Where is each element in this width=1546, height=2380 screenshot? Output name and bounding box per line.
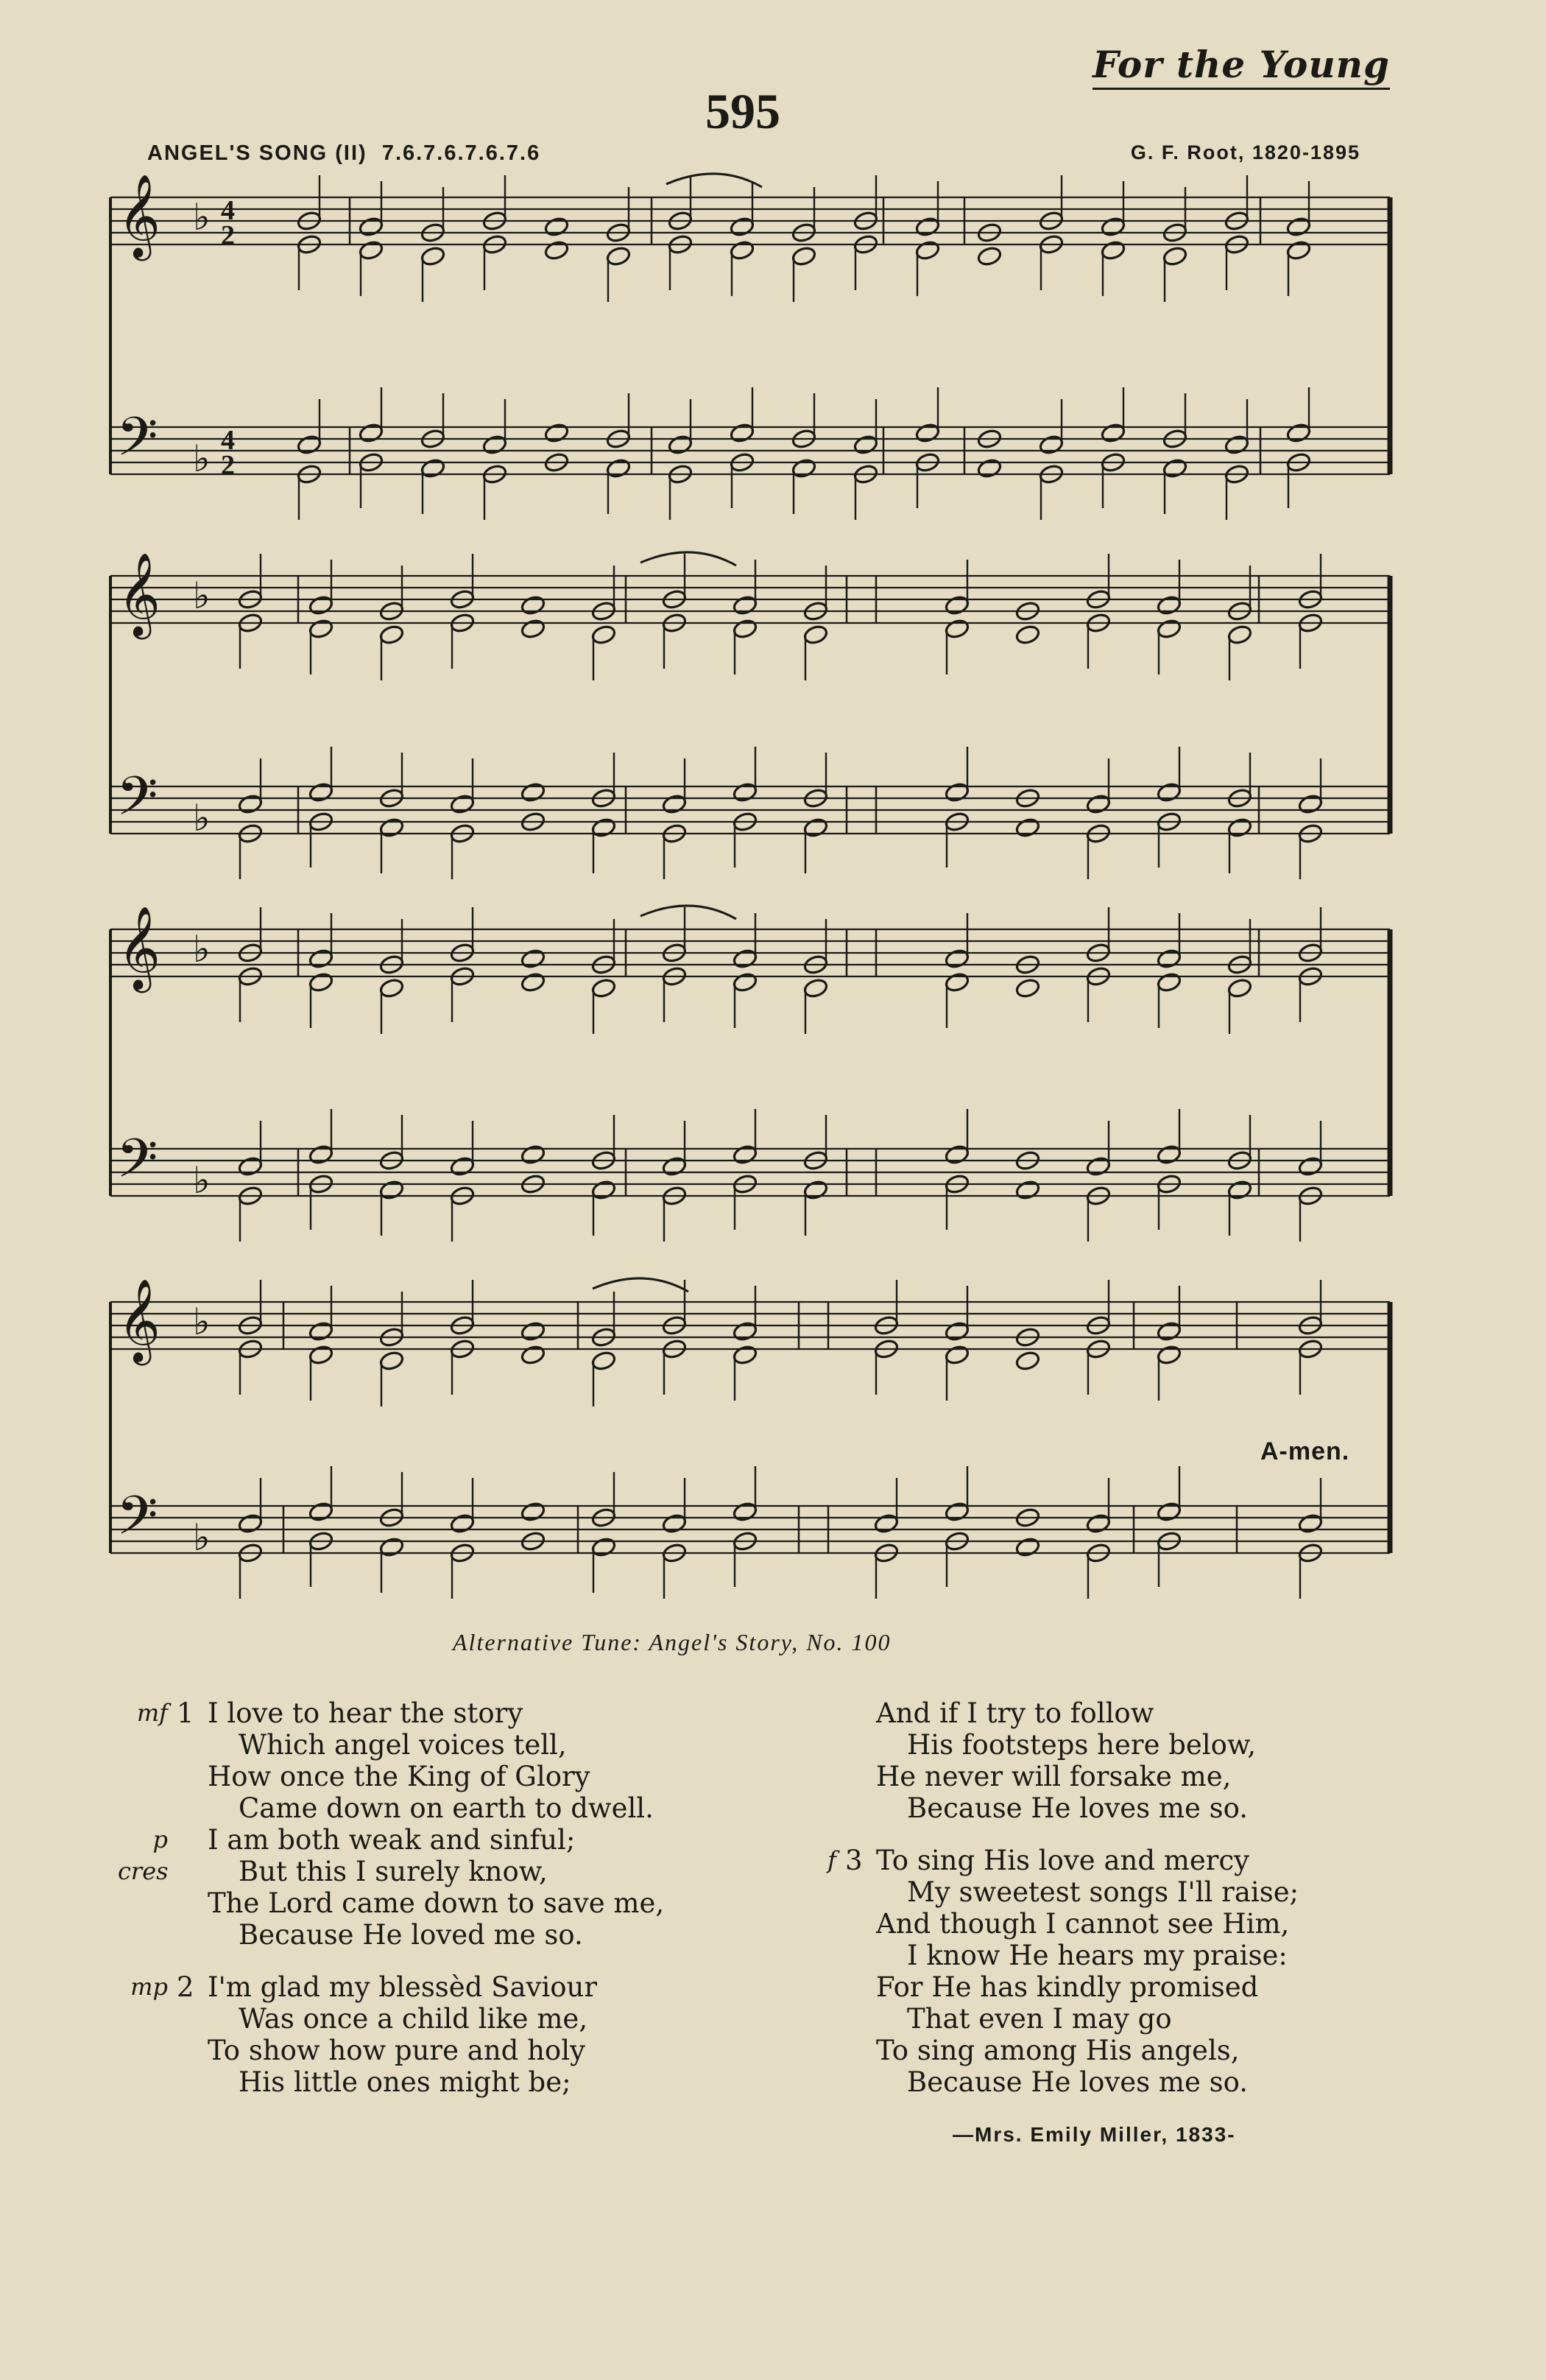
notehead (420, 457, 445, 479)
notehead (1226, 817, 1252, 838)
flat-icon: ♭ (193, 196, 211, 239)
notehead (729, 239, 755, 261)
lyric-text: I am both weak and sinful; (208, 1824, 576, 1856)
notehead (378, 624, 404, 645)
notehead (308, 594, 333, 616)
notehead (802, 977, 828, 999)
notehead (308, 948, 333, 969)
notehead (520, 781, 546, 803)
bass-clef-icon: 𝄢 (116, 405, 158, 481)
notehead (729, 422, 755, 443)
notehead (520, 971, 546, 993)
treble-clef-icon: 𝄞 (118, 552, 160, 636)
notehead (1085, 1155, 1111, 1177)
notehead (1156, 1344, 1182, 1365)
notehead (1297, 793, 1323, 814)
notehead (237, 793, 263, 814)
slur (640, 906, 736, 919)
notehead (308, 971, 333, 993)
flat-icon: ♭ (193, 928, 211, 971)
flat-icon: ♭ (193, 437, 211, 480)
lyric-line (118, 2035, 664, 2066)
notehead (378, 1350, 404, 1371)
notehead (520, 618, 546, 639)
lyric-text: To sing among His angels, (876, 2035, 1240, 2066)
notehead (1014, 624, 1040, 645)
notehead (1285, 216, 1311, 237)
flat-icon: ♭ (193, 1516, 211, 1559)
notehead (605, 245, 631, 267)
notehead (1162, 245, 1187, 267)
notehead (802, 624, 828, 645)
lyric-line (118, 2066, 664, 2098)
notehead (296, 434, 322, 455)
notehead (237, 1513, 263, 1534)
dynamic-marking: p (152, 1826, 168, 1853)
lyric-line (118, 1971, 664, 2003)
notehead (1156, 1144, 1182, 1165)
time-signature-bottom: 2 (221, 220, 235, 251)
lyrics-left-column (118, 1697, 664, 2119)
notehead (667, 434, 693, 455)
notehead (1156, 1501, 1182, 1522)
notehead (944, 948, 970, 969)
lyric-line (786, 1792, 1299, 1824)
notehead (732, 948, 758, 969)
notehead (1297, 1155, 1323, 1177)
lyric-text: How once the King of Glory (208, 1761, 590, 1792)
notehead (308, 1501, 333, 1522)
lyric-line (118, 2003, 664, 2035)
notehead (590, 977, 616, 999)
notehead (590, 817, 616, 838)
notehead (605, 457, 631, 479)
lyric-line (118, 1761, 664, 1792)
lyric-line (786, 1940, 1299, 1971)
alternative-tune: Alternative Tune: Angel's Story, No. 100 (453, 1629, 892, 1655)
notehead (732, 618, 758, 639)
lyric-text: To sing His love and mercy (876, 1845, 1250, 1876)
notehead (791, 457, 816, 479)
lyric-line (118, 1824, 664, 1856)
notehead (520, 948, 546, 969)
notehead (1100, 239, 1126, 261)
notehead (976, 245, 1002, 267)
dynamic-marking: mf (136, 1699, 168, 1727)
treble-clef-icon: 𝄞 (118, 906, 160, 990)
lyric-line (786, 1697, 1299, 1729)
notehead (237, 1155, 263, 1177)
author-credit: —Mrs. Emily Miller, 1833- (953, 2123, 1236, 2146)
notehead (1226, 977, 1252, 999)
bass-clef-icon: 𝄢 (116, 764, 158, 840)
stanza (786, 1697, 1299, 1824)
notehead (1100, 422, 1126, 443)
notehead (1226, 1179, 1252, 1200)
notehead (1285, 422, 1311, 443)
notehead (308, 781, 333, 803)
lyric-text: Was once a child like me, (239, 2003, 588, 2035)
stanza (118, 1697, 664, 1951)
lyric-text: The Lord came down to save me, (208, 1887, 665, 1919)
flat-icon: ♭ (193, 1300, 211, 1343)
bass-clef-icon: 𝄢 (116, 1484, 158, 1560)
notehead (944, 618, 970, 639)
amen-label: A-men. (1260, 1437, 1350, 1465)
notehead (520, 1344, 546, 1365)
notehead (378, 977, 404, 999)
lyric-line (118, 1919, 664, 1951)
notehead (944, 1501, 970, 1522)
stanza (118, 1971, 664, 2098)
notehead (873, 1513, 899, 1534)
dynamic-marking: f (827, 1846, 836, 1874)
notehead (661, 1155, 687, 1177)
notehead (1156, 948, 1182, 969)
lyric-line (786, 1845, 1299, 1876)
notehead (378, 1179, 404, 1200)
lyric-text: But this I surely know, (239, 1856, 548, 1887)
time-signature-top: 4 (221, 425, 235, 456)
slur (593, 1278, 688, 1292)
notehead (1156, 781, 1182, 803)
notehead (1014, 1179, 1040, 1200)
lyric-line (786, 2035, 1299, 2066)
slur (640, 552, 736, 566)
notehead (944, 1344, 970, 1365)
notehead (914, 239, 940, 261)
notehead (944, 781, 970, 803)
notehead (378, 1536, 404, 1557)
notehead (358, 216, 384, 237)
lyric-line (786, 1876, 1299, 1908)
notehead (732, 1320, 758, 1342)
lyric-line (118, 1856, 664, 1887)
flat-icon: ♭ (193, 797, 211, 839)
notehead (802, 817, 828, 838)
notehead (732, 1144, 758, 1165)
lyric-text: That even I may go (907, 2003, 1172, 2035)
notehead (1156, 618, 1182, 639)
notehead (1014, 817, 1040, 838)
notehead (732, 594, 758, 616)
notehead (449, 793, 475, 814)
notehead (308, 1344, 333, 1365)
lyric-text: And though I cannot see Him, (876, 1908, 1290, 1940)
lyric-line (786, 2003, 1299, 2035)
lyric-text: Came down on earth to dwell. (239, 1792, 654, 1824)
lyric-line (118, 1729, 664, 1761)
flat-icon: ♭ (193, 574, 211, 617)
notehead (1226, 624, 1252, 645)
notehead (520, 1144, 546, 1165)
lyric-text: Because He loves me so. (907, 1792, 1249, 1824)
notehead (1162, 457, 1187, 479)
lyric-text: For He has kindly promised (876, 1971, 1259, 2003)
notehead (543, 216, 569, 237)
notehead (520, 1320, 546, 1342)
lyric-text: I'm glad my blessèd Saviour (208, 1971, 598, 2003)
notehead (1085, 793, 1111, 814)
notehead (853, 434, 878, 455)
notehead (1038, 434, 1064, 455)
treble-clef-icon: 𝄞 (118, 1278, 160, 1362)
lyric-text: Because He loved me so. (239, 1919, 583, 1951)
notehead (590, 624, 616, 645)
treble-clef-icon: 𝄞 (118, 174, 160, 258)
notehead (543, 239, 569, 261)
notehead (802, 1179, 828, 1200)
dynamic-marking: cres (118, 1857, 169, 1885)
lyric-line (786, 2066, 1299, 2098)
notehead (590, 1350, 616, 1371)
lyric-line (786, 1908, 1299, 1940)
notehead (308, 1144, 333, 1165)
notehead (378, 817, 404, 838)
flat-icon: ♭ (193, 1159, 211, 1202)
notehead (1014, 977, 1040, 999)
notehead (791, 245, 816, 267)
notehead (1085, 1513, 1111, 1534)
lyric-text: Which angel voices tell, (239, 1729, 567, 1761)
lyric-text: He never will forsake me, (876, 1761, 1232, 1792)
notehead (358, 422, 384, 443)
hymn-number: 595 (705, 83, 780, 139)
section-title: For the Young (1093, 43, 1390, 90)
notehead (976, 457, 1002, 479)
composer: G. F. Root, 1820-1895 (1130, 141, 1360, 163)
lyric-text: His little ones might be; (239, 2066, 571, 2098)
notehead (944, 594, 970, 616)
lyric-line (786, 1729, 1299, 1761)
notehead (732, 971, 758, 993)
notehead (590, 1536, 616, 1557)
lyric-line (118, 1792, 664, 1824)
notehead (1297, 1513, 1323, 1534)
stanza-number: 2 (177, 1971, 194, 2003)
tune-name: ANGEL'S SONG (II) (147, 141, 367, 165)
notehead (729, 216, 755, 237)
lyric-text: I love to hear the story (208, 1697, 523, 1729)
bass-clef-icon: 𝄢 (116, 1127, 158, 1203)
notehead (732, 781, 758, 803)
notehead (1100, 216, 1126, 237)
dynamic-marking: mp (130, 1973, 168, 2001)
notehead (1156, 971, 1182, 993)
notehead (661, 793, 687, 814)
stanza-number: 1 (177, 1697, 194, 1729)
notehead (1156, 1320, 1182, 1342)
lyric-line (786, 1761, 1299, 1792)
notehead (420, 245, 445, 267)
notehead (944, 971, 970, 993)
lyric-text: And if I try to follow (876, 1697, 1154, 1729)
notehead (520, 594, 546, 616)
stanza-number: 3 (845, 1845, 863, 1876)
notehead (308, 1320, 333, 1342)
stanza (786, 1845, 1299, 2098)
lyric-text: Because He loves me so. (907, 2066, 1249, 2098)
lyric-line (118, 1697, 664, 1729)
notehead (1285, 239, 1311, 261)
meter: 7.6.7.6.7.6.7.6 (381, 141, 541, 165)
time-signature-top: 4 (221, 195, 235, 226)
notehead (520, 1501, 546, 1522)
lyrics-right-column (786, 1697, 1299, 2150)
notehead (944, 1144, 970, 1165)
notehead (1156, 594, 1182, 616)
notehead (661, 1513, 687, 1534)
notehead (914, 422, 940, 443)
notehead (1014, 1350, 1040, 1371)
lyric-text: I know He hears my praise: (907, 1940, 1288, 1971)
notehead (1224, 434, 1249, 455)
notehead (914, 216, 940, 237)
lyric-text: My sweetest songs I'll raise; (907, 1876, 1299, 1908)
lyric-line (118, 1887, 664, 1919)
notehead (449, 1513, 475, 1534)
notehead (1014, 1536, 1040, 1557)
notehead (358, 239, 384, 261)
slur (666, 174, 762, 187)
lyric-text: His footsteps here below, (907, 1729, 1256, 1761)
notehead (543, 422, 569, 443)
notehead (590, 1179, 616, 1200)
notehead (449, 1155, 475, 1177)
notehead (732, 1344, 758, 1365)
notehead (308, 618, 333, 639)
notehead (944, 1320, 970, 1342)
lyric-text: To show how pure and holy (208, 2035, 585, 2066)
notehead (481, 434, 507, 455)
time-signature-bottom: 2 (221, 450, 235, 481)
notehead (732, 1501, 758, 1522)
lyric-line (786, 1971, 1299, 2003)
